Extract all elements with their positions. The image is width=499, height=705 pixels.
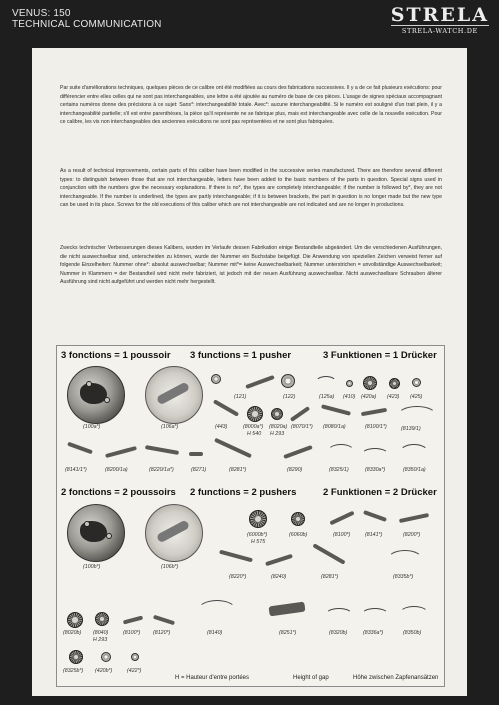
label-106a: (106a*)	[161, 424, 179, 430]
label-420a: (420a)	[361, 394, 377, 400]
label-8350b: (8350b)	[403, 630, 422, 636]
label-410: (410)	[343, 394, 356, 400]
part-8080	[321, 404, 351, 416]
label-106b: (106b*)	[161, 564, 179, 570]
header-caliber-title	[12, 8, 162, 30]
part-8330a	[361, 448, 389, 462]
label-8200: (8200/1a)	[105, 467, 128, 473]
caliber-line: VENUS: 150	[12, 8, 71, 19]
label-8200b: (8200*)	[403, 532, 421, 538]
title-3functions: 3 functions = 1 pusher	[190, 350, 292, 361]
part-8120	[153, 615, 175, 626]
part-8020b	[67, 612, 83, 628]
part-8325	[327, 444, 355, 460]
label-8141b: (8141*)	[365, 532, 383, 538]
movement-plate-100a	[67, 366, 125, 424]
parts-diagram	[56, 345, 445, 687]
label-425: (425)	[410, 394, 423, 400]
part-8200	[105, 446, 137, 458]
part-8020a	[271, 408, 283, 420]
label-8020a: (8020a)	[269, 424, 288, 430]
label-8000a: (8000a*)	[243, 424, 264, 430]
part-8271	[189, 452, 203, 456]
label-122: (122)	[283, 394, 296, 400]
part-8320b	[325, 608, 353, 622]
part-6000b	[249, 510, 267, 528]
part-443	[213, 399, 239, 416]
code-h293b: H 293	[93, 637, 108, 643]
title-2fonctions: 2 fonctions = 2 poussoirs	[61, 487, 176, 498]
label-8040: (8040)	[93, 630, 109, 636]
part-8139	[397, 406, 437, 426]
label-8220: (8220/1a*)	[149, 467, 174, 473]
label-8139: (8139/1)	[401, 426, 421, 432]
label-8271: (8271)	[191, 467, 207, 473]
part-422	[131, 653, 139, 661]
label-6060b: (6060b)	[289, 532, 308, 538]
document-page	[32, 48, 467, 696]
label-8335b: (8335b*)	[393, 574, 414, 580]
title-2funktionen: 2 Funktionen = 2 Drücker	[323, 487, 437, 498]
part-8100c	[123, 615, 143, 624]
label-8350: (8350/1a)	[403, 467, 426, 473]
label-6000b: (6000b*)	[247, 532, 268, 538]
code-h575: H 575	[251, 539, 266, 545]
part-410	[346, 380, 353, 387]
legend-height-fr: H = Hauteur d'entre portées	[175, 675, 250, 681]
part-8140	[197, 600, 237, 622]
part-8350	[399, 444, 429, 462]
label-100b: (100b*)	[83, 564, 101, 570]
part-125a	[315, 376, 337, 390]
brand-site: STRELA-WATCH.DE	[391, 25, 489, 35]
title-2functions: 2 functions = 2 pushers	[190, 487, 297, 498]
label-8100: (8100/1*)	[365, 424, 387, 430]
label-8281b: (8281*)	[321, 574, 339, 580]
part-8325b	[69, 650, 83, 664]
legend-height-en: Height of gap	[293, 675, 329, 681]
label-8325: (8325/1)	[329, 467, 349, 473]
label-8281: (8281*)	[229, 467, 247, 473]
paragraph-english: As a result of technical improvements, certain parts of this caliber have been modified in the successive series manufactured. There are therefore several different types: to distinguish between those that are not interchangeable, letters have been added to the basic numbers of the parts in question. Special signs used in conjunction with the numbers give the necessary explanations. If there is no*, the types are completely interchangeable; if the number is followed by*, they are not interchangeable. If the number is underlined, the types are partly interchangeable; if it is between brackets, the part in question is no longer made but the new type can be used in its place. Screws for the old executions of this caliber which are not interchangeable are not indicated and are no longer in productions.	[60, 168, 442, 208]
brand-name: STRELA	[390, 4, 489, 26]
part-423	[389, 378, 400, 389]
part-8100	[361, 408, 387, 416]
part-121-lever	[245, 375, 275, 389]
label-443: (443)	[215, 424, 228, 430]
part-425	[412, 378, 421, 387]
part-8220b	[219, 550, 253, 563]
part-122	[281, 374, 295, 388]
part-8141b	[363, 510, 387, 522]
part-8251	[268, 602, 305, 617]
part-8000a	[247, 406, 263, 422]
part-8290	[283, 445, 313, 459]
title-3funktionen: 3 Funktionen = 1 Drücker	[323, 350, 437, 361]
part-8220	[145, 445, 179, 455]
part-6060b	[291, 512, 305, 526]
label-422: (422*)	[127, 668, 142, 674]
label-8220b: (8220*)	[229, 574, 247, 580]
label-423: (423)	[387, 394, 400, 400]
label-8240: (8240)	[271, 574, 287, 580]
part-8240	[265, 554, 293, 566]
part-8336a	[361, 608, 389, 622]
label-8325b: (8325b*)	[63, 668, 84, 674]
code-h540: H 540	[247, 431, 262, 437]
communication-line: TECHNICAL COMMUNICATION	[12, 19, 162, 30]
brand-logo	[391, 5, 489, 35]
paragraph-french: Par suite d'améliorations techniques, quelques pièces de ce calibre ont été modifiées au cours des fabrications successives. Il y a de ce fait plusieurs exécutions: pour différencier entre elles celles qui ne sont pas interchangeables, une lettre a été ajoutée au numéro de base de ces pièces. L'usage de signes spéciaux accompagnant certains numéros donne des précisions à ce sujet: Sans*: interchangeabilité totale. Avec*: aucune interchangeabilité. Si le numéro est souligné d'un trait plein, il y a interchangeabilité partielle; s'il est entre parenthèses, la pièce qu'il représente ne se fabrique plus, mais est interchangeable avec celle de la nouvelle exécution. Pour ce calibre, les vis non interchangeables des anciennes exécutions ne sont pas représentées et ne sont plus fabriquées.	[60, 85, 442, 125]
label-8320b: (8320b)	[329, 630, 348, 636]
label-8100b: (8100*)	[333, 532, 351, 538]
part-8281	[214, 438, 252, 459]
movement-plate-106b	[145, 504, 203, 562]
label-420b: (420b*)	[95, 668, 113, 674]
part-8070	[290, 406, 310, 422]
part-8200b	[399, 513, 429, 523]
label-8290: (8290)	[287, 467, 303, 473]
part-8141	[67, 442, 93, 455]
part-420a	[363, 376, 377, 390]
part-8350b	[399, 606, 429, 622]
code-h293: H 293	[270, 431, 285, 437]
part-420b	[101, 652, 111, 662]
label-8020b: (8020b)	[63, 630, 82, 636]
movement-plate-106a	[145, 366, 203, 424]
part-8281b	[312, 543, 345, 564]
paragraph-german: Zwecks technischer Verbesserungen dieses Kalibers, wurden im Verlaufe dessen Fabrikation einige Bestandteile abgeändert. Um die verschiedenen Ausführungen, die nicht auswechselbar sind, unterscheiden zu können, wurde der Nummer ein Buchstabe beigefügt. Die Anwendung von speziellen Zeichen verweist ferner auf folgende Einzelheiten: Nummer ohne*: absolut auswechselbar; Nummer mit*= keine Auswechselbarkeit; Nummer unterstrichen = unvollständige Auswechselbarkeit; Nummer in Klammern = der Bestandteil wird nicht mehr fabriziert, ist jedoch mit der neuen Ausführung auswechselbar. Nicht auswechselbare Schrauben älterer Ausführung sind nicht aufgeführt und werden nicht mehr hergestellt.	[60, 245, 442, 285]
part-121	[211, 374, 221, 384]
label-125a: (125a)	[319, 394, 335, 400]
label-8070: (8070/1*)	[291, 424, 313, 430]
legend-height-de: Höhe zwischen Zapfenansätzen	[353, 675, 439, 681]
movement-plate-100b	[67, 504, 125, 562]
label-8330a: (8330a*)	[365, 467, 386, 473]
part-8335b	[387, 550, 423, 570]
label-8251: (8251*)	[279, 630, 297, 636]
label-8141: (8141/1*)	[65, 467, 87, 473]
label-100a: (100a*)	[83, 424, 101, 430]
label-8100c: (8100*)	[123, 630, 141, 636]
part-8040	[95, 612, 109, 626]
part-8100b	[329, 511, 354, 526]
label-8140: (8140)	[207, 630, 223, 636]
label-8080: (8080/1a)	[323, 424, 346, 430]
label-121: (121)	[234, 394, 247, 400]
label-8120: (8120*)	[153, 630, 171, 636]
title-3fonctions: 3 fonctions = 1 poussoir	[61, 350, 171, 361]
label-8336a: (8336a*)	[363, 630, 384, 636]
